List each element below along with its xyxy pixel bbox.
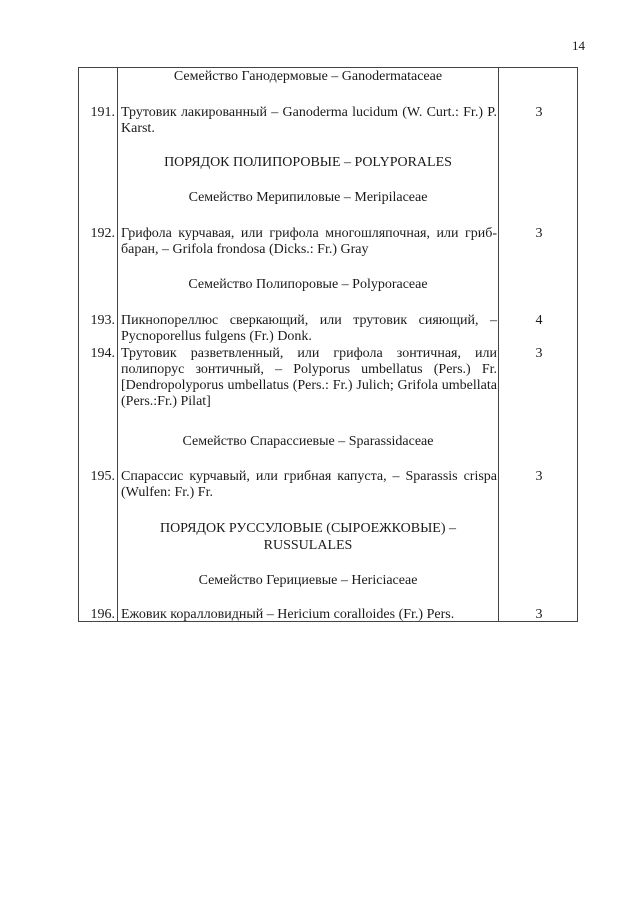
entry-number: 193.	[90, 313, 115, 328]
entry-number: 196.	[90, 607, 115, 622]
entry-name: Пикнопореллюс сверкающий, или трутовик сияющий, – Pycnoporellus fulgens (Fr.) Donk.	[121, 313, 497, 344]
entry-number: 195.	[90, 469, 115, 484]
entry-category: 3	[535, 105, 543, 120]
entry-name: Ежовик коралловидный – Hericium coralloides (Fr.) Pers.	[121, 607, 455, 622]
section-heading-meripilaceae: Семейство Мерипиловые – Meripilaceae	[188, 190, 428, 205]
section-heading-hericiaceae: Семейство Герициевые – Hericiaceae	[198, 573, 418, 588]
entry-category: 3	[535, 469, 543, 484]
section-heading-polyporaceae: Семейство Полипоровые – Polyporaceae	[188, 277, 428, 292]
entry-name: Грифола курчавая, или грифола многошляпочная, или гриб-баран, – Grifola frondosa (Dicks.: Fr.) Gray	[121, 226, 497, 257]
entry-number: 191.	[90, 105, 115, 120]
entry-category: 3	[535, 226, 543, 241]
entry-name: Спарассис курчавый, или грибная капуста, – Sparassis crispa (Wulfen: Fr.) Fr.	[121, 469, 497, 500]
section-heading-polyporales: ПОРЯДОК ПОЛИПОРОВЫЕ – POLYPORALES	[164, 155, 452, 170]
entry-name: Трутовик разветвленный, или грифола зонтичная, или полипорус зонтичный, – Polyporus umbellatus (Pers.) Fr. [Dendropolyporus umbellatus (Pers.: Fr.) Julich; Grifola umbellata (Pers.:Fr.) Pilat]	[121, 346, 497, 409]
page-number: 14	[572, 38, 585, 53]
entry-category: 4	[535, 313, 543, 328]
entry-name: Трутовик лакированный – Ganoderma lucidum (W. Curt.: Fr.) P. Karst.	[121, 105, 497, 136]
entry-category: 3	[535, 607, 543, 622]
entry-number: 194.	[90, 346, 115, 361]
section-heading-sparassidaceae: Семейство Спарассиевые – Sparassidaceae	[182, 434, 434, 449]
entry-category: 3	[535, 346, 543, 361]
species-table	[78, 67, 578, 622]
entry-number: 192.	[90, 226, 115, 241]
section-heading-russulales-latin: RUSSULALES	[263, 538, 353, 553]
section-heading-russulales: ПОРЯДОК РУССУЛОВЫЕ (СЫРОЕЖКОВЫЕ) –	[159, 521, 457, 536]
section-heading-ganodermataceae: Семейство Ганодермовые – Ganodermataceae	[173, 69, 443, 84]
